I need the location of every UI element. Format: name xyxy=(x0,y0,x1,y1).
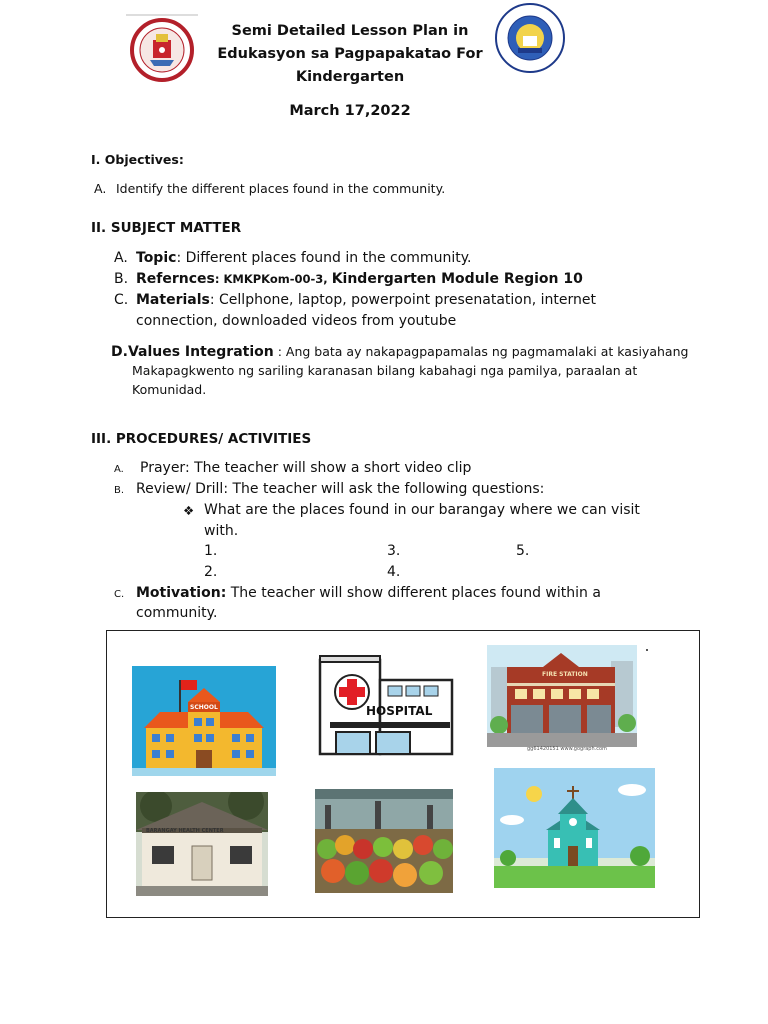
materials-text-2: connection, downloaded videos from youtube xyxy=(136,313,457,329)
references-line xyxy=(136,271,583,287)
procedure-a-text: Prayer: The teacher will show a short video clip xyxy=(140,460,472,476)
left-seal-logo xyxy=(126,14,198,82)
church-picture xyxy=(494,768,655,888)
values-text-1: : Ang bata ay nakapagpapamalas ng pagmamalaki at kasiyahang xyxy=(273,344,689,359)
health-center-picture xyxy=(136,792,268,896)
objective-a-marker: A. xyxy=(94,181,107,196)
school-sign: SCHOOL xyxy=(190,704,218,711)
values-line-1 xyxy=(111,344,688,360)
materials-marker: C. xyxy=(114,292,129,308)
hospital-picture xyxy=(316,652,456,758)
question-text-2: with. xyxy=(204,523,239,539)
question-text-1: What are the places found in our barangay where we can visit xyxy=(204,502,640,518)
lesson-title-line-3: Kindergarten xyxy=(295,69,405,85)
references-label: Refernces xyxy=(136,271,215,287)
health-center-sign: BARANGAY HEALTH CENTER xyxy=(146,828,224,834)
procedure-b-text: Review/ Drill: The teacher will ask the following questions: xyxy=(136,481,545,497)
references-text: Kindergarten Module Region 10 xyxy=(331,271,583,287)
topic-line xyxy=(136,250,471,266)
topic-marker: A. xyxy=(114,250,128,266)
fire-station-picture xyxy=(487,645,637,747)
answer-blank-1: 1. xyxy=(204,543,218,559)
subject-matter-heading: II. SUBJECT MATTER xyxy=(91,220,242,236)
answer-blank-5: 5. xyxy=(516,543,530,559)
materials-line-1 xyxy=(136,292,596,308)
answer-blank-4: 4. xyxy=(387,564,401,580)
lesson-title-line-2: Edukasyon sa Pagpapakatao For xyxy=(217,46,483,62)
answer-blank-2: 2. xyxy=(204,564,218,580)
fire-station-sign: FIRE STATION xyxy=(542,671,588,678)
deped-seal-logo xyxy=(492,2,568,74)
school-picture xyxy=(132,666,276,776)
procedure-c-marker: C. xyxy=(114,589,125,600)
references-code: : KMKPKom-00-3, xyxy=(214,272,332,286)
procedures-heading: III. PROCEDURES/ ACTIVITIES xyxy=(91,431,312,447)
lesson-title-line-1: Semi Detailed Lesson Plan in xyxy=(231,23,469,39)
objective-a-text: Identify the different places found in the community. xyxy=(116,181,446,196)
motivation-text-2: community. xyxy=(136,605,218,621)
fire-station-caption: gg61420151 www.gograph.com xyxy=(527,746,607,752)
lesson-date: March 17,2022 xyxy=(289,103,411,119)
materials-label: Materials xyxy=(136,292,210,308)
hospital-sign: HOSPITAL xyxy=(366,704,433,718)
motivation-text-1: The teacher will show different places found within a xyxy=(226,585,601,601)
procedure-a-marker: A. xyxy=(114,464,124,475)
motivation-line-1 xyxy=(136,585,601,601)
market-picture xyxy=(315,789,453,893)
references-marker: B. xyxy=(114,271,129,287)
values-text-3: Komunidad. xyxy=(132,382,207,397)
tiny-marker-dot xyxy=(646,649,648,651)
objectives-heading: I. Objectives: xyxy=(91,152,184,167)
answer-blank-3: 3. xyxy=(387,543,401,559)
question-bullet: ❖ xyxy=(183,503,195,518)
topic-text: : Different places found in the community. xyxy=(176,250,472,266)
topic-label: Topic xyxy=(136,250,177,266)
values-label: D.Values Integration xyxy=(111,344,274,360)
values-text-2: Makapagkwento ng sariling karanasan bilang kabahagi nga pamilya, paraalan at xyxy=(132,363,638,378)
materials-text-1: : Cellphone, laptop, powerpoint presenatation, internet xyxy=(209,292,596,308)
motivation-label: Motivation: xyxy=(136,585,227,601)
procedure-b-marker: B. xyxy=(114,485,125,496)
